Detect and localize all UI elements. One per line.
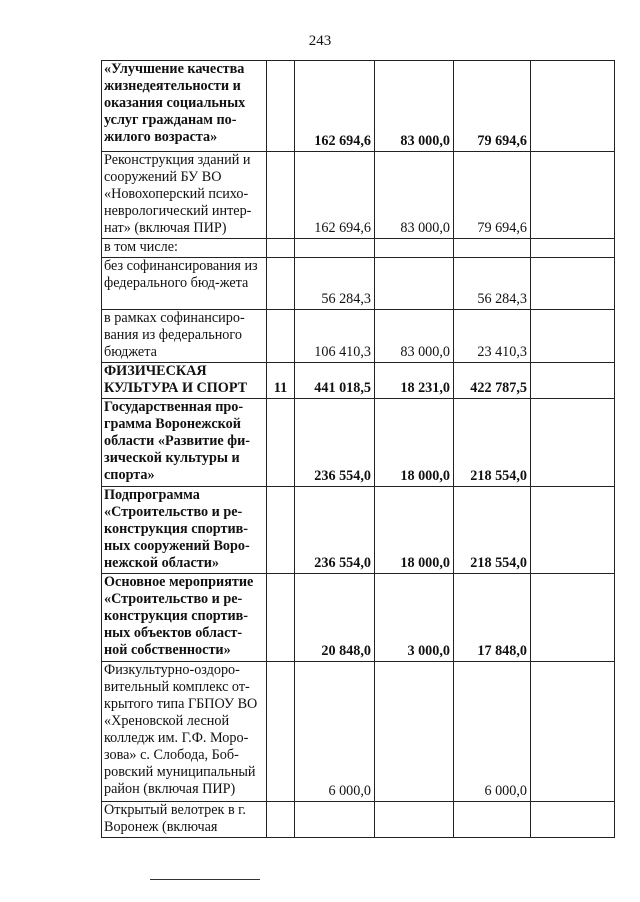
section-code-cell: [267, 61, 295, 152]
table-row: [102, 61, 615, 152]
total-amount-cell: 106 410,3: [295, 310, 375, 363]
total-amount-cell: 20 848,0: [295, 574, 375, 662]
empty-cell: [531, 802, 615, 838]
regional-amount-cell: 218 554,0: [454, 399, 531, 487]
row-name-cell: в том числе:: [102, 239, 267, 258]
row-name-cell: без софинансирования из федерального бюд-жета: [102, 258, 267, 310]
federal-amount-cell: 83 000,0: [375, 310, 454, 363]
total-amount-cell: 162 694,6: [295, 61, 375, 152]
section-code-cell: [267, 662, 295, 802]
section-code-cell: [267, 152, 295, 239]
row-name-cell: Реконструкция зданий и сооружений БУ ВО «Новохоперский психо-неврологический интер-нат» (включая ПИР): [102, 152, 267, 239]
regional-amount-cell: 6 000,0: [454, 662, 531, 802]
empty-cell: [531, 239, 615, 258]
table-row: [102, 399, 615, 487]
federal-amount-cell: [375, 802, 454, 838]
section-code-cell: [267, 258, 295, 310]
table-row: [102, 574, 615, 662]
regional-amount-cell: 79 694,6: [454, 61, 531, 152]
row-name-cell: Физкультурно-оздоро-вительный комплекс от-крытого типа ГБПОУ ВО «Хреновской лесной колледж им. Г.Ф. Моро-зова» с. Слобода, Боб-ровский муниципальный район (включая ПИР): [102, 662, 267, 802]
section-code-cell: 11: [267, 363, 295, 399]
empty-cell: [531, 61, 615, 152]
federal-amount-cell: 18 231,0: [375, 363, 454, 399]
row-name-cell: Подпрограмма «Строительство и ре-конструкция спортив-ных сооружений Воро-нежской области»: [102, 487, 267, 574]
section-code-cell: [267, 310, 295, 363]
regional-amount-cell: 17 848,0: [454, 574, 531, 662]
federal-amount-cell: [375, 258, 454, 310]
federal-amount-cell: 83 000,0: [375, 152, 454, 239]
federal-amount-cell: 18 000,0: [375, 487, 454, 574]
empty-cell: [531, 310, 615, 363]
regional-amount-cell: 79 694,6: [454, 152, 531, 239]
empty-cell: [531, 662, 615, 802]
federal-amount-cell: 18 000,0: [375, 399, 454, 487]
row-name-cell: Основное мероприятие «Строительство и ре-конструкция спортив-ных объектов област-ной собственности»: [102, 574, 267, 662]
total-amount-cell: [295, 802, 375, 838]
page-number: 243: [308, 33, 332, 49]
section-code-cell: [267, 239, 295, 258]
empty-cell: [531, 487, 615, 574]
row-name-cell: Государственная про-грамма Воронежской области «Развитие фи-зической культуры и спорта»: [102, 399, 267, 487]
section-code-cell: [267, 574, 295, 662]
table-row: [102, 363, 615, 399]
total-amount-cell: [295, 239, 375, 258]
total-amount-cell: 236 554,0: [295, 487, 375, 574]
table-row: [102, 662, 615, 802]
table-row: [102, 310, 615, 363]
row-name-cell: «Улучшение качества жизнедеятельности и оказания социальных услуг гражданам по-жилого возраста»: [102, 61, 267, 152]
empty-cell: [531, 574, 615, 662]
row-name-cell: Открытый велотрек в г. Воронеж (включая: [102, 802, 267, 838]
total-amount-cell: 56 284,3: [295, 258, 375, 310]
total-amount-cell: 236 554,0: [295, 399, 375, 487]
section-code-cell: [267, 487, 295, 574]
empty-cell: [531, 152, 615, 239]
regional-amount-cell: [454, 802, 531, 838]
federal-amount-cell: 83 000,0: [375, 61, 454, 152]
federal-amount-cell: [375, 662, 454, 802]
footnote-divider: [150, 879, 260, 880]
total-amount-cell: 162 694,6: [295, 152, 375, 239]
section-code-cell: [267, 399, 295, 487]
federal-amount-cell: 3 000,0: [375, 574, 454, 662]
total-amount-cell: 441 018,5: [295, 363, 375, 399]
budget-table: [101, 60, 615, 838]
table-row: [102, 152, 615, 239]
table-row: [102, 239, 615, 258]
table-row: [102, 802, 615, 838]
regional-amount-cell: 23 410,3: [454, 310, 531, 363]
federal-amount-cell: [375, 239, 454, 258]
regional-amount-cell: [454, 239, 531, 258]
row-name-cell: в рамках софинансиро-вания из федерального бюджета: [102, 310, 267, 363]
section-code-cell: [267, 802, 295, 838]
empty-cell: [531, 399, 615, 487]
regional-amount-cell: 56 284,3: [454, 258, 531, 310]
row-name-cell: ФИЗИЧЕСКАЯ КУЛЬТУРА И СПОРТ: [102, 363, 267, 399]
table-row: [102, 487, 615, 574]
empty-cell: [531, 363, 615, 399]
empty-cell: [531, 258, 615, 310]
regional-amount-cell: 422 787,5: [454, 363, 531, 399]
regional-amount-cell: 218 554,0: [454, 487, 531, 574]
table-row: [102, 258, 615, 310]
total-amount-cell: 6 000,0: [295, 662, 375, 802]
